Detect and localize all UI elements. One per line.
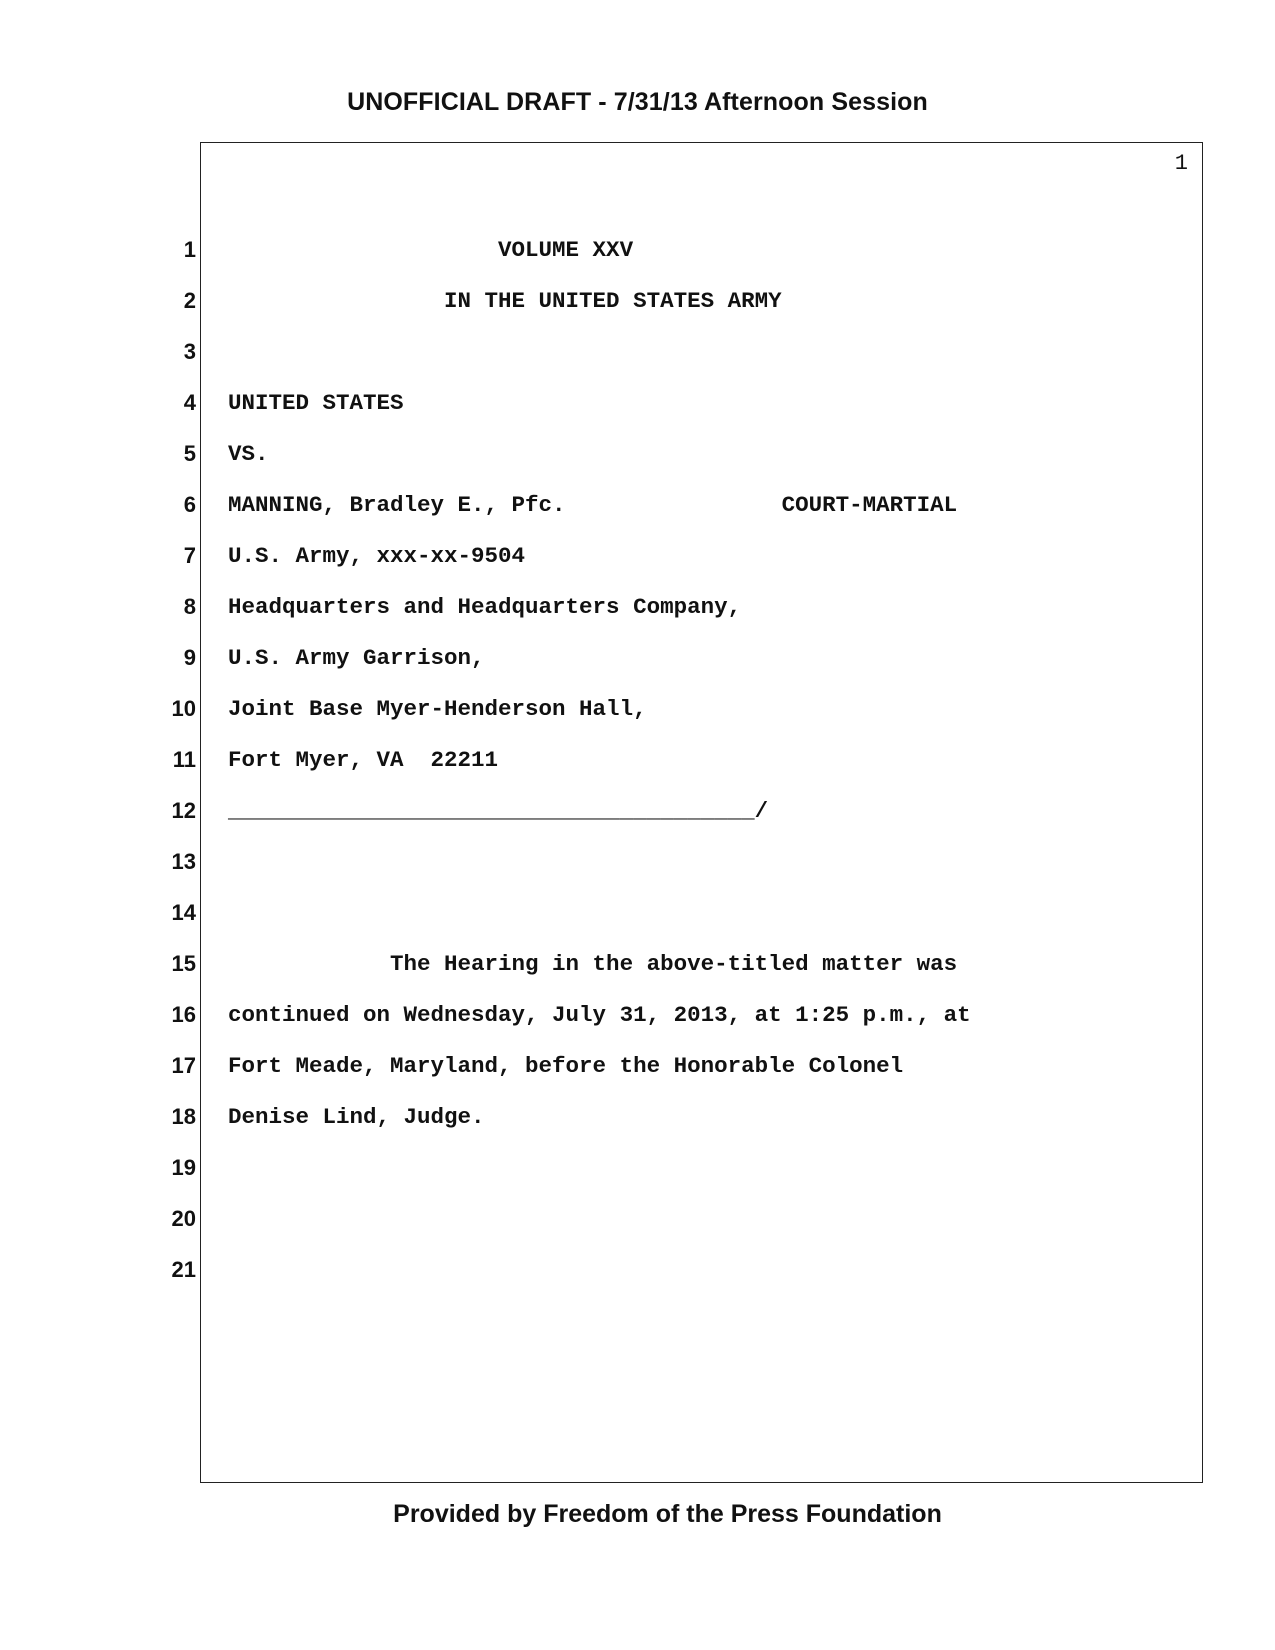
line-number: 18 <box>171 1104 196 1129</box>
line-text: VOLUME XXV <box>228 237 634 263</box>
line-number: 21 <box>171 1257 196 1282</box>
line-number: 17 <box>171 1053 196 1078</box>
line-number: 6 <box>183 492 196 517</box>
line-number: 7 <box>183 543 196 568</box>
transcript-line <box>0 594 1275 634</box>
transcript-line <box>0 1155 1275 1195</box>
line-text: _______________________________________/ <box>228 798 769 824</box>
transcript-line <box>0 1104 1275 1144</box>
document-header-title: UNOFFICIAL DRAFT - 7/31/13 Afternoon Session <box>347 88 928 116</box>
transcript-line <box>0 645 1275 685</box>
line-number: 1 <box>183 237 196 262</box>
transcript-line <box>0 951 1275 991</box>
line-number: 20 <box>171 1206 196 1231</box>
line-number: 19 <box>171 1155 196 1180</box>
line-text: Headquarters and Headquarters Company, <box>228 594 742 620</box>
line-number: 16 <box>171 1002 196 1027</box>
line-number: 10 <box>171 696 196 721</box>
transcript-line <box>0 696 1275 736</box>
line-number: 8 <box>183 594 196 619</box>
line-text: VS. <box>228 441 269 467</box>
line-text: U.S. Army Garrison, <box>228 645 485 671</box>
document-footer-credit: Provided by Freedom of the Press Foundation <box>393 1500 942 1528</box>
transcript-line <box>0 237 1275 277</box>
transcript-line <box>0 492 1275 532</box>
line-number: 3 <box>183 339 196 364</box>
line-number: 2 <box>183 288 196 313</box>
page-number: 1 <box>1174 151 1188 176</box>
line-number: 11 <box>172 747 196 772</box>
transcript-line <box>0 339 1275 379</box>
line-number: 5 <box>183 441 196 466</box>
transcript-line <box>0 1206 1275 1246</box>
transcript-line <box>0 1257 1275 1297</box>
transcript-line <box>0 441 1275 481</box>
transcript-line <box>0 390 1275 430</box>
transcript-line <box>0 1053 1275 1093</box>
line-text: IN THE UNITED STATES ARMY <box>228 288 782 314</box>
transcript-line <box>0 900 1275 940</box>
line-text: Fort Meade, Maryland, before the Honorable Colonel <box>228 1053 904 1079</box>
transcript-line <box>0 747 1275 787</box>
line-number: 13 <box>171 849 196 874</box>
transcript-line <box>0 798 1275 838</box>
line-text: The Hearing in the above-titled matter was <box>228 951 958 977</box>
transcript-line <box>0 543 1275 583</box>
transcript-line <box>0 288 1275 328</box>
line-number: 14 <box>171 900 196 925</box>
line-text: Fort Myer, VA 22211 <box>228 747 499 773</box>
line-text: U.S. Army, xxx-xx-9504 <box>228 543 526 569</box>
transcript-line <box>0 1002 1275 1042</box>
line-text: Joint Base Myer-Henderson Hall, <box>228 696 647 722</box>
line-number: 12 <box>171 798 196 823</box>
line-text: Denise Lind, Judge. <box>228 1104 485 1130</box>
line-number: 9 <box>183 645 196 670</box>
line-number: 15 <box>171 951 196 976</box>
line-text: MANNING, Bradley E., Pfc. COURT-MARTIAL <box>228 492 958 518</box>
line-text: continued on Wednesday, July 31, 2013, at 1:25 p.m., at <box>228 1002 971 1028</box>
line-number: 4 <box>183 390 196 415</box>
transcript-line <box>0 849 1275 889</box>
line-text: UNITED STATES <box>228 390 404 416</box>
